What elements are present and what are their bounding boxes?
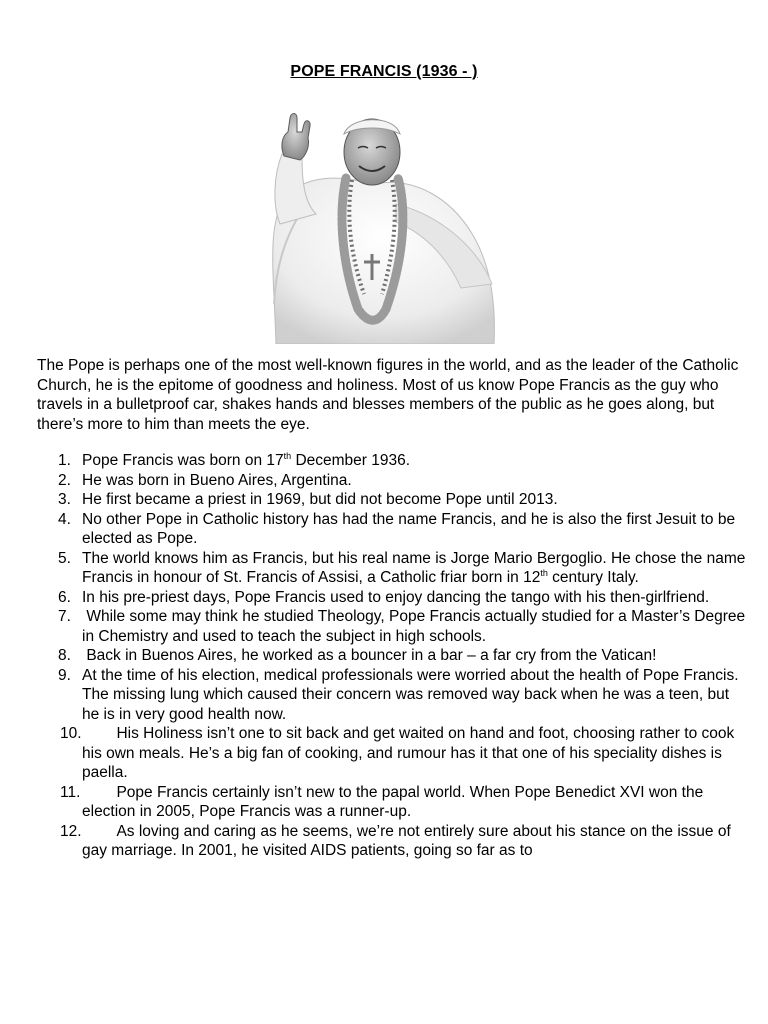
- fact-number: 7.: [58, 608, 71, 625]
- fact-text-continued: century Italy.: [547, 569, 639, 586]
- fact-text: In his pre-priest days, Pope Francis used to enjoy dancing the tango with his then-girlfriend.: [82, 588, 710, 606]
- fact-item: [37, 510, 747, 549]
- fact-text: Back in Buenos Aires, he worked as a bouncer in a bar – a far cry from the Vatican!: [82, 647, 657, 664]
- page-title: POPE FRANCIS (1936 - ): [290, 63, 478, 80]
- pope-portrait-image: [246, 104, 502, 344]
- fact-text: At the time of his election, medical professionals were worried about the health of Pope Francis. The missing lung which caused their concern was removed way back when he was a teen, but he is in very good health now.: [82, 666, 743, 723]
- fact-item: [37, 588, 747, 608]
- fact-number: 4.: [58, 510, 71, 528]
- fact-text-continued: December 1936.: [291, 452, 411, 469]
- fact-item: [37, 783, 747, 822]
- fact-item: [37, 666, 747, 725]
- fact-text: The world knows him as Francis, but his real name is Jorge Mario Bergoglio. He chose the name Francis in honour of St. Francis of Assisi, a Catholic friar born in 12: [82, 549, 750, 586]
- fact-item: [37, 822, 747, 861]
- fact-item: [37, 549, 750, 588]
- fact-item: [37, 451, 747, 471]
- fact-ordinal-suffix: th: [283, 450, 292, 461]
- fact-text: He first became a priest in 1969, but did not become Pope until 2013.: [82, 491, 558, 508]
- fact-number: 6.: [58, 588, 71, 606]
- fact-number: 8.: [58, 647, 71, 664]
- fact-text: While some may think he studied Theology, Pope Francis actually studied for a Master’s Degree in Chemistry and used to teach the subject in high schools.: [82, 608, 750, 645]
- fact-number: 10.: [60, 725, 82, 742]
- fact-text: Pope Francis was born on 17: [82, 452, 284, 469]
- fact-number: 3.: [58, 491, 71, 508]
- fact-text: He was born in Bueno Aires, Argentina.: [82, 471, 352, 489]
- fact-number: 5.: [58, 549, 71, 567]
- fact-text: Pope Francis certainly isn’t new to the papal world. When Pope Benedict XVI won the election in 2005, Pope Francis was a runner-up.: [82, 783, 708, 820]
- fact-item: [37, 607, 750, 646]
- fact-number: 2.: [58, 471, 71, 489]
- facts-list: [37, 450, 750, 861]
- fact-item: [37, 471, 747, 491]
- fact-number: 1.: [58, 452, 71, 469]
- fact-item: [37, 724, 747, 783]
- fact-ordinal-suffix: th: [540, 567, 548, 578]
- fact-item: [37, 646, 747, 666]
- fact-text: His Holiness isn’t one to sit back and get waited on hand and foot, choosing rather to cook his own meals. He’s a big fan of cooking, and rumour has it that one of his speciality dishes is paella.: [82, 725, 739, 781]
- fact-number: 11.: [60, 783, 81, 801]
- fact-number: 9.: [58, 666, 71, 684]
- intro-paragraph: The Pope is perhaps one of the most well-known figures in the world, and as the leader of the Catholic Church, he is the epitome of goodness and holiness. Most of us know Pope Francis as the guy who travels in a bulletproof car, shakes hands and blesses members of the public as he goes along, but there’s more to him than meets the eye.: [37, 357, 739, 434]
- fact-number: 12.: [60, 822, 82, 840]
- fact-text: As loving and caring as he seems, we’re not entirely sure about his stance on the issue of gay marriage. In 2001, he visited AIDS patients, going so far as to: [82, 822, 736, 859]
- fact-text: No other Pope in Catholic history has had the name Francis, and he is also the first Jesuit to be elected as Pope.: [82, 510, 740, 547]
- fact-item: [37, 490, 747, 510]
